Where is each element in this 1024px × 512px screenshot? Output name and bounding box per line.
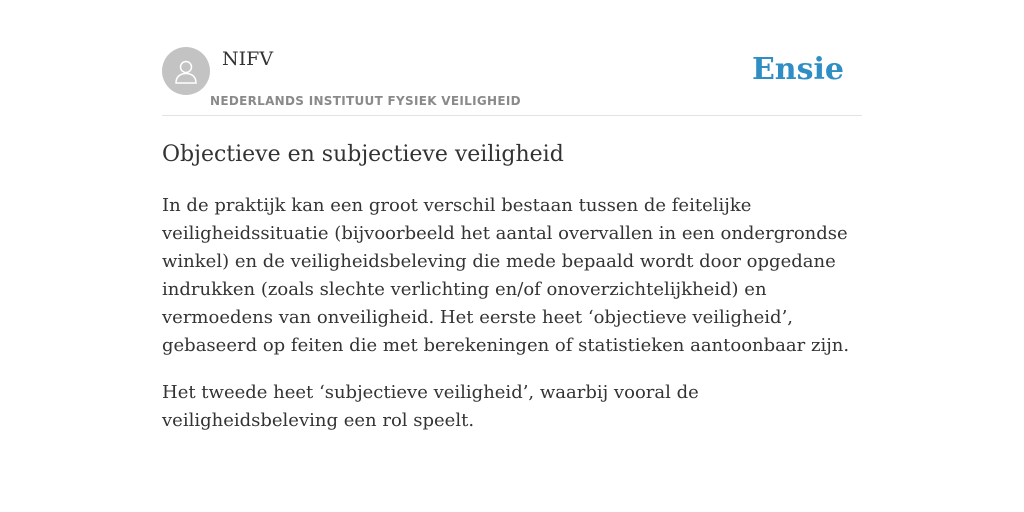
article-paragraph: Het tweede heet ‘subjectieve veiligheid’, waarbij vooral de veiligheidsbeleving een rol speelt. <box>162 382 699 431</box>
user-icon <box>172 57 200 85</box>
author-header <box>162 44 862 116</box>
author-name[interactable]: NIFV <box>222 48 274 70</box>
author-subtitle: NEDERLANDS INSTITUUT FYSIEK VEILIGHEID <box>210 94 521 108</box>
brand-logo[interactable]: Ensie <box>751 52 844 87</box>
article-title: Objectieve en subjectieve veiligheid <box>162 142 564 167</box>
article-paragraph: In de praktijk kan een groot verschil bestaan tussen de feitelijke veiligheidssituatie (bijvoorbeeld het aantal overvallen in een ondergrondse winkel) en de veiligheidsbeleving die mede bepaald wordt door opgedane indrukken (zoals slechte verlichting en/of onoverzichtelijkheid) en vermoedens van onveiligheid. Het eerste heet ‘objectieve veiligheid’, gebaseerd op feiten die met berekeningen of statistieken aantoonbaar zijn. <box>162 195 850 356</box>
avatar[interactable] <box>162 47 210 95</box>
